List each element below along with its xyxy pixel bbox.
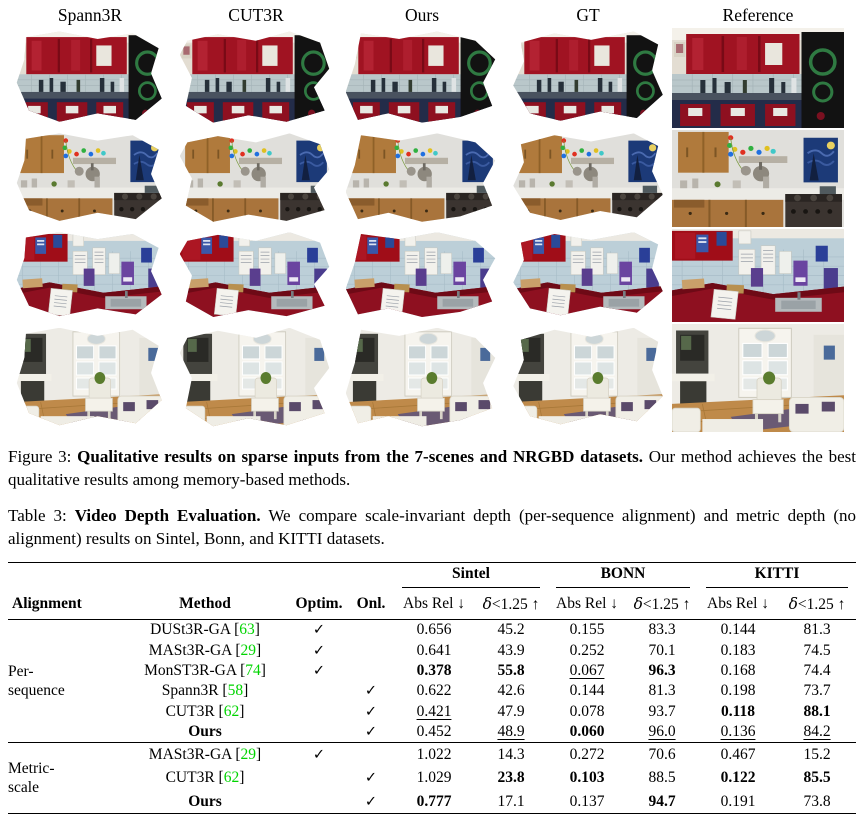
metric-value: 23.8: [497, 769, 525, 787]
pointcloud-render-ours-string-lights-kitchen-scene: [340, 130, 504, 227]
metric-value: 83.3: [648, 621, 676, 639]
metric-value: 84.2: [803, 723, 831, 741]
pointcloud-render-cut3r-red-cabinet-kitchen-scene: [174, 28, 338, 128]
column-header-sintel-delta: δ<1.25 ↑: [474, 589, 548, 620]
pointcloud-render-ours-reception-counter-scene: [340, 229, 504, 322]
metric-value: 0.136: [720, 723, 756, 741]
metric-value: 0.078: [569, 702, 605, 720]
table-row: [8, 722, 856, 743]
pointcloud-render-spann3r-string-lights-kitchen-scene: [8, 130, 172, 227]
method-name: Ours: [188, 792, 222, 810]
pointcloud-render-spann3r-reception-counter-scene: [8, 229, 172, 322]
pointcloud-render-ours-living-room-scene: [340, 324, 504, 432]
method-name: MASt3R-GA [29]: [148, 641, 262, 659]
metric-value: 47.9: [497, 702, 525, 720]
metric-value: 1.022: [394, 743, 474, 767]
metric-value: 0.191: [720, 792, 756, 810]
column-header-onl: Onl.: [348, 589, 394, 620]
column-header-kitti-delta: δ<1.25 ↑: [778, 589, 856, 620]
figure-column-headers: [8, 2, 856, 28]
metric-value: 0.067: [569, 661, 605, 679]
figure-caption: [8, 445, 856, 491]
metric-value: 0.060: [569, 723, 605, 741]
table-row: [8, 681, 856, 701]
metric-value: 0.467: [698, 743, 778, 767]
metric-value: 0.641: [416, 641, 452, 659]
metric-value: 43.9: [497, 641, 525, 659]
pointcloud-render-gt-living-room-scene: [506, 324, 670, 432]
reference-photo-reference-red-cabinet-kitchen-scene: [672, 28, 844, 128]
pointcloud-render-cut3r-living-room-scene: [174, 324, 338, 432]
method-name: MASt3R-GA [29]: [120, 743, 290, 767]
metric-value: 55.8: [497, 661, 525, 679]
metric-value: 88.1: [803, 702, 831, 720]
metric-value: 1.029: [416, 769, 452, 787]
method-name: Spann3R [58]: [161, 682, 249, 700]
dataset-header-kitti: KITTI: [698, 563, 856, 590]
metric-value: 0.137: [569, 792, 605, 810]
citation-link[interactable]: 58: [227, 682, 244, 700]
metric-value: 0.144: [720, 621, 756, 639]
dataset-group-header-row: [8, 563, 856, 590]
metric-value: 17.1: [497, 792, 525, 810]
table-caption-rest: We compare scale-invariant depth (per-sequence alignment) and metric depth (no alignment) results on Sintel, Bonn, and KITTI datasets.: [8, 506, 857, 548]
metric-value: 94.7: [648, 792, 676, 810]
table-row: [8, 702, 856, 722]
figure-column-header-reference: Reference: [722, 4, 794, 25]
optim-checkmark: ✓: [290, 743, 348, 767]
metric-value: 0.168: [720, 661, 756, 679]
optim-checkmark: [290, 722, 348, 743]
method-name: MonST3R-GA [74]: [144, 661, 266, 679]
figure-row: [8, 28, 856, 128]
pointcloud-render-spann3r-living-room-scene: [8, 324, 172, 432]
figure-column-header-spann3r: Spann3R: [57, 4, 123, 25]
figure-grid: [8, 28, 856, 432]
metric-value: 0.272: [548, 743, 626, 767]
optim-checkmark: [290, 702, 348, 722]
metric-value: 70.1: [648, 641, 676, 659]
metric-value: 15.2: [778, 743, 856, 767]
pointcloud-render-gt-reception-counter-scene: [506, 229, 670, 322]
table-caption-bold: Video Depth Evaluation.: [74, 506, 261, 525]
metric-value: 96.0: [648, 723, 676, 741]
metric-value: 0.183: [720, 641, 756, 659]
figure-caption-rest: Our method achieves the best qualitative results among memory-based methods.: [8, 447, 856, 489]
metric-value: 0.103: [569, 769, 605, 787]
metric-value: 73.7: [803, 682, 831, 700]
metric-value: 0.452: [416, 723, 452, 741]
citation-link[interactable]: 74: [245, 661, 261, 679]
reference-photo-reference-reception-counter-scene: [672, 229, 844, 322]
metric-value: 14.3: [474, 743, 548, 767]
column-header-sintel-absrel: Abs Rel ↓: [394, 589, 474, 620]
reference-photo-reference-living-room-scene: [672, 324, 844, 432]
metric-value: 85.5: [803, 769, 831, 787]
figure-column-header-ours: Ours: [404, 4, 440, 25]
onl-checkmark: [348, 640, 394, 660]
metric-value: 45.2: [497, 621, 525, 639]
citation-link[interactable]: 29: [240, 641, 257, 659]
metric-value: 74.5: [803, 641, 831, 659]
dataset-header-bonn: BONN: [548, 563, 698, 590]
method-name: CUT3R [62]: [165, 769, 245, 787]
pointcloud-render-cut3r-reception-counter-scene: [174, 229, 338, 322]
citation-link[interactable]: 29: [240, 745, 257, 763]
table-row: [8, 640, 856, 660]
onl-checkmark: ✓: [364, 703, 378, 720]
metric-value: 0.656: [416, 621, 452, 639]
onl-checkmark: [348, 620, 394, 641]
optim-checkmark: ✓: [312, 662, 326, 679]
pointcloud-render-gt-string-lights-kitchen-scene: [506, 130, 670, 227]
column-header-optim: Optim.: [290, 589, 348, 620]
figure-caption-bold: Qualitative results on sparse inputs from the 7-scenes and NRGBD datasets.: [77, 447, 643, 466]
table-row: [8, 790, 856, 814]
onl-checkmark: ✓: [364, 770, 378, 787]
figure-row: [8, 324, 856, 432]
optim-checkmark: [290, 681, 348, 701]
metric-value: 0.118: [720, 702, 756, 720]
metric-value: 74.4: [803, 661, 831, 679]
table-caption-label: Table 3:: [8, 506, 75, 525]
metric-value: 0.252: [569, 641, 605, 659]
table-row: [8, 620, 856, 641]
onl-checkmark: ✓: [364, 793, 378, 810]
onl-checkmark: ✓: [364, 683, 378, 700]
dataset-header-sintel: Sintel: [394, 563, 548, 590]
alignment-label: Metric- scale: [8, 743, 120, 814]
metric-value: 0.155: [569, 621, 605, 639]
citation-link[interactable]: 63: [239, 621, 255, 639]
optim-checkmark: [290, 767, 348, 790]
figure-column-header-cut3r: CUT3R: [228, 4, 284, 25]
column-header-alignment: Alignment: [8, 589, 120, 620]
column-header-kitti-absrel: Abs Rel ↓: [698, 589, 778, 620]
method-name: CUT3R [62]: [165, 702, 245, 720]
table-row: [8, 743, 856, 767]
method-name: DUSt3R-GA [63]: [150, 621, 260, 639]
metric-value: 0.421: [416, 702, 452, 720]
table-body: [8, 620, 856, 814]
reference-photo-reference-string-lights-kitchen-scene: [672, 130, 844, 227]
pointcloud-render-ours-red-cabinet-kitchen-scene: [340, 28, 504, 128]
metric-value: 70.6: [626, 743, 698, 767]
onl-checkmark: ✓: [364, 724, 378, 741]
metric-value: 0.777: [416, 792, 452, 810]
column-header-row: [8, 589, 856, 620]
figure-column-header-gt: GT: [576, 4, 600, 25]
column-header-bonn-delta: δ<1.25 ↑: [626, 589, 698, 620]
video-depth-table: [8, 562, 856, 814]
optim-checkmark: [290, 790, 348, 814]
figure-caption-label: Figure 3:: [8, 447, 78, 466]
pointcloud-render-gt-red-cabinet-kitchen-scene: [506, 28, 670, 128]
metric-value: 0.378: [416, 661, 452, 679]
metric-value: 0.198: [720, 682, 756, 700]
citation-link[interactable]: 62: [223, 702, 240, 720]
metric-value: 88.5: [648, 769, 676, 787]
method-name: Ours: [188, 723, 222, 741]
metric-value: 0.144: [569, 682, 605, 700]
metric-value: 73.8: [803, 792, 831, 810]
metric-value: 81.3: [803, 621, 831, 639]
onl-checkmark: [348, 661, 394, 681]
table-row: [8, 767, 856, 790]
optim-checkmark: ✓: [312, 642, 326, 659]
column-header-bonn-absrel: Abs Rel ↓: [548, 589, 626, 620]
metric-value: 0.122: [720, 769, 756, 787]
metric-value: 48.9: [497, 723, 525, 741]
figure-row: [8, 130, 856, 227]
optim-checkmark: ✓: [312, 622, 326, 639]
pointcloud-render-spann3r-red-cabinet-kitchen-scene: [8, 28, 172, 128]
table-row: [8, 661, 856, 681]
column-header-method: Method: [120, 589, 290, 620]
metric-value: 0.622: [416, 682, 452, 700]
metric-value: 81.3: [648, 682, 676, 700]
figure-row: [8, 229, 856, 322]
metric-value: 93.7: [648, 702, 676, 720]
alignment-label: Per- sequence: [8, 663, 65, 700]
onl-checkmark: [348, 743, 394, 767]
citation-link[interactable]: 62: [223, 769, 240, 787]
metric-value: 42.6: [497, 682, 525, 700]
table-caption: [8, 504, 856, 550]
pointcloud-render-cut3r-string-lights-kitchen-scene: [174, 130, 338, 227]
metric-value: 96.3: [648, 661, 676, 679]
